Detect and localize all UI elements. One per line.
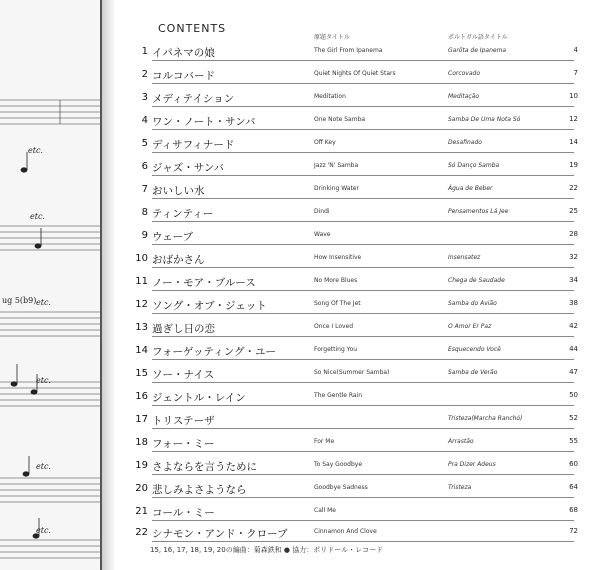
song-number: 12: [135, 299, 148, 310]
page-number: 38: [569, 299, 578, 307]
song-title-japanese: おばかさん: [152, 254, 205, 266]
song-title-japanese: ティンティー: [152, 208, 214, 220]
song-title-japanese: ソー・ナイス: [152, 369, 215, 381]
song-title-portuguese: Tristeza(Marcha Ranchó): [448, 415, 523, 422]
leader-line: [152, 244, 574, 245]
song-number: 8: [141, 207, 148, 218]
etc-label: etc.: [36, 462, 51, 471]
song-title-english: Call Me: [314, 507, 336, 514]
song-title-japanese: フォーゲッティング・ユー: [152, 346, 277, 358]
song-title-english: Meditation: [314, 93, 346, 100]
page-number: 34: [569, 276, 578, 284]
contents-row: [0, 109, 600, 131]
contents-row: [0, 521, 600, 543]
song-number: 10: [135, 253, 148, 264]
contents-row: [0, 500, 600, 522]
song-title-portuguese: Desafinado: [448, 139, 482, 146]
leader-line: [152, 474, 574, 475]
song-number: 22: [135, 527, 148, 538]
contents-row: [0, 316, 600, 338]
page-number: 28: [569, 230, 578, 238]
song-number: 11: [135, 276, 148, 287]
song-number: 20: [135, 483, 148, 494]
leader-line: [152, 336, 574, 337]
song-title-japanese: イパネマの娘: [152, 47, 215, 59]
song-title-english: So Nice(Summer Samba): [314, 369, 390, 376]
english-title-header: 原題タイトル: [314, 34, 350, 41]
etc-label: etc.: [36, 376, 51, 385]
song-title-portuguese: Samba De Uma Nota Só: [448, 116, 521, 123]
song-number: 9: [141, 230, 148, 241]
song-title-portuguese: O Amor Er Paz: [448, 323, 492, 330]
arrangement-credits: 15, 16, 17, 18, 19, 20の編曲：菊森鉄和 ● 協力：ポリドール・レコード: [150, 546, 384, 554]
page-number: 44: [569, 345, 578, 353]
page-number: 22: [569, 184, 578, 192]
contents-row: [0, 408, 600, 430]
page-number: 7: [573, 69, 578, 77]
song-title-portuguese: Pra Dizer Adeus: [448, 461, 496, 468]
song-title-portuguese: Arrastão: [448, 438, 474, 445]
song-title-english: How Insensitive: [314, 254, 362, 261]
contents-row: [0, 270, 600, 292]
leader-line: [152, 129, 574, 130]
song-title-japanese: フォー・ミー: [152, 438, 215, 450]
leader-line: [152, 359, 574, 360]
etc-label: etc.: [36, 526, 51, 535]
leader-line: [152, 290, 574, 291]
leader-line: [152, 428, 574, 429]
page-number: 55: [569, 437, 578, 445]
song-title-portuguese: Esquecendo Você: [448, 346, 501, 353]
contents-row: [0, 362, 600, 384]
song-title-english: Quiet Nights Of Quiet Stars: [314, 70, 396, 77]
etc-label: etc.: [28, 146, 43, 155]
song-title-english: Drinking Water: [314, 185, 359, 192]
song-title-japanese: トリステーザ: [152, 415, 215, 427]
song-number: 17: [135, 414, 148, 425]
song-title-portuguese: Tristeza: [448, 484, 472, 491]
contents-row: [0, 477, 600, 499]
page-number: 47: [569, 368, 578, 376]
leader-line: [152, 267, 574, 268]
song-title-portuguese: Samba do Avião: [448, 300, 497, 307]
song-number: 1: [141, 46, 148, 57]
page-number: 25: [569, 207, 578, 215]
page-number: 50: [569, 391, 578, 399]
leader-line: [152, 541, 574, 542]
page-number: 14: [569, 138, 578, 146]
leader-line: [152, 60, 574, 61]
song-title-japanese: ノー・モア・ブルース: [152, 277, 256, 289]
song-title-english: Cinnamon And Clove: [314, 528, 377, 535]
page-number: 32: [569, 253, 578, 261]
song-title-english: Dindi: [314, 208, 330, 215]
song-title-portuguese: Chega de Saudade: [448, 277, 505, 284]
song-number: 19: [135, 460, 148, 471]
contents-row: [0, 201, 600, 223]
song-number: 16: [135, 391, 148, 402]
contents-row: [0, 155, 600, 177]
song-title-english: Song Of The Jet: [314, 300, 361, 307]
song-title-portuguese: Água de Beber: [448, 185, 493, 192]
song-title-english: Wave: [314, 231, 331, 238]
page-number: 60: [569, 460, 578, 468]
song-number: 15: [135, 368, 148, 379]
song-title-japanese: ディサフィナード: [152, 139, 235, 151]
song-title-japanese: コルコバード: [152, 70, 215, 82]
contents-row: [0, 339, 600, 361]
song-title-english: The Gentle Rain: [314, 392, 363, 399]
page-number: 42: [569, 322, 578, 330]
etc-label: etc.: [36, 298, 51, 307]
page-number: 52: [569, 414, 578, 422]
contents-row: [0, 132, 600, 154]
song-number: 2: [141, 69, 148, 80]
page-number: 19: [569, 161, 578, 169]
leader-line: [152, 497, 574, 498]
song-number: 21: [135, 506, 148, 517]
page-number: 4: [573, 46, 578, 54]
leader-line: [152, 175, 574, 176]
song-title-english: Goodbye Sadness: [314, 484, 368, 491]
song-number: 4: [141, 115, 148, 126]
song-title-japanese: シナモン・アンド・クローブ: [152, 528, 288, 540]
song-title-japanese: ジャズ・サンバ: [152, 162, 225, 174]
contents-row: [0, 385, 600, 407]
contents-row: [0, 454, 600, 476]
song-number: 14: [135, 345, 148, 356]
page-number: 12: [569, 115, 578, 123]
song-title-japanese: 過ぎし日の恋: [152, 323, 215, 335]
contents-title: CONTENTS: [158, 22, 227, 35]
song-title-english: Forgetting You: [314, 346, 358, 353]
song-title-english: No More Blues: [314, 277, 358, 284]
leader-line: [152, 106, 574, 107]
song-title-portuguese: Samba de Verão: [448, 369, 498, 376]
leader-line: [152, 451, 574, 452]
leader-line: [152, 221, 574, 222]
song-title-japanese: おいしい水: [152, 185, 205, 197]
song-title-english: To Say Goodbye: [314, 461, 363, 468]
leader-line: [152, 313, 574, 314]
song-title-english: The Girl From Ipanema: [314, 47, 383, 54]
contents-row: [0, 293, 600, 315]
song-title-portuguese: Corcovado: [448, 70, 481, 77]
song-number: 6: [141, 161, 148, 172]
song-title-portuguese: Pensamentos Lá Jee: [448, 208, 509, 215]
song-title-english: One Note Samba: [314, 116, 366, 123]
song-title-japanese: コール・ミー: [152, 507, 215, 519]
leader-line: [152, 152, 574, 153]
page-number: 72: [569, 527, 578, 535]
contents-row: [0, 247, 600, 269]
chord-label: ug 5(b9): [2, 296, 37, 305]
contents-row: [0, 86, 600, 108]
song-number: 13: [135, 322, 148, 333]
contents-row: [0, 431, 600, 453]
contents-row: [0, 178, 600, 200]
song-title-japanese: ソング・オブ・ジェット: [152, 300, 267, 312]
etc-label: etc.: [30, 212, 45, 221]
leader-line: [152, 382, 574, 383]
song-title-english: Jazz 'N' Samba: [314, 162, 359, 169]
song-title-english: Once I Loved: [314, 323, 354, 330]
song-title-portuguese: Só Danço Samba: [448, 162, 500, 169]
song-title-japanese: さよならを言うために: [152, 461, 257, 473]
song-title-japanese: ウェーブ: [152, 231, 194, 243]
song-title-japanese: ジェントル・レイン: [152, 392, 246, 404]
contents-row: [0, 63, 600, 85]
song-title-japanese: 悲しみよさようなら: [152, 484, 247, 496]
song-title-portuguese: Insensatez: [448, 254, 481, 261]
song-title-japanese: メディテイション: [152, 93, 235, 105]
contents-row: [0, 224, 600, 246]
leader-line: [152, 405, 574, 406]
page-number: 64: [569, 483, 578, 491]
page-number: 68: [569, 506, 578, 514]
song-number: 18: [135, 437, 148, 448]
leader-line: [152, 83, 574, 84]
song-title-english: For Me: [314, 438, 335, 445]
page-number: 10: [569, 92, 578, 100]
song-number: 5: [141, 138, 148, 149]
song-number: 7: [141, 184, 148, 195]
song-title-japanese: ワン・ノート・サンバ: [152, 116, 256, 128]
song-number: 3: [141, 92, 148, 103]
leader-line: [152, 198, 574, 199]
portuguese-title-header: ポルトガル語タイトル: [448, 34, 508, 41]
song-title-portuguese: Meditação: [448, 93, 480, 100]
contents-row: [0, 40, 600, 62]
song-title-english: Off Key: [314, 139, 336, 146]
song-title-portuguese: Garôta de Ipanema: [448, 47, 507, 54]
